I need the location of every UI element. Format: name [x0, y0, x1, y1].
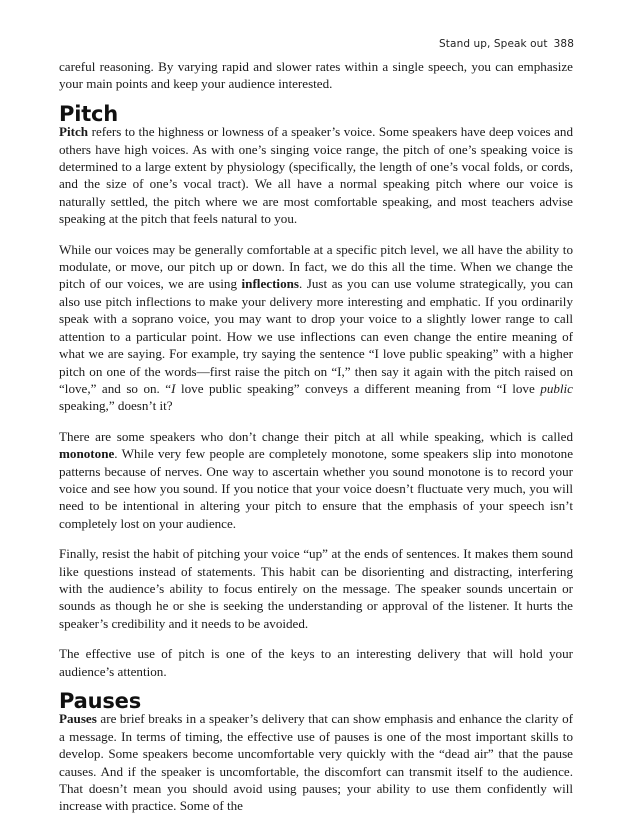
pitch-paragraph-2: [59, 241, 573, 415]
book-title: Stand up, Speak out: [439, 38, 548, 50]
pauses-paragraph-1-text: are brief breaks in a speaker’s delivery that can show emphasis and enhance the clarity of a message. In terms of timing, the effective use of pauses is one of the most important skills to develop. Some speakers become uncomfortable very quickly with the “dead air” that the pause causes. And if the speaker is uncomfortable, the discomfort can transmit itself to the audience. That doesn’t mean you should avoid using pauses; your ability to use them confidently will increase with practice. Some of the: [59, 711, 573, 814]
term-pauses: Pauses: [59, 711, 97, 727]
page-body: [59, 58, 573, 828]
pitch-paragraph-4: Finally, resist the habit of pitching your voice “up” at the ends of sentences. It makes them sound like questions instead of statements. This habit can be disorienting and distracting, interfering with the audience’s ability to focus entirely on the message. The speaker sounds uncertain or sounds as though he or she is seeking the understanding or approval of the listener. It hurts the speaker’s credibility and it needs to be avoided.: [59, 546, 573, 631]
term-monotone: monotone: [59, 446, 115, 462]
section-heading-pauses: Pauses: [59, 689, 141, 713]
term-inflections: inflections: [241, 276, 299, 292]
pitch-paragraph-3: [59, 428, 573, 532]
pitch-paragraph-2-part-a: While our voices may be generally comfortable at a specific pitch level, we all have the ability to modulate, or move, our pitch up or down. In fact, we do this all the time. When we change the pitch of our voices, we are using: [59, 241, 573, 292]
intro-paragraph: careful reasoning. By varying rapid and slower rates within a single speech, you can emphasize your main points and keep your audience interested.: [59, 59, 573, 92]
pitch-paragraph-3-part-b: . While very few people are completely monotone, some speakers slip into monotone patterns because of nerves. One way to ascertain whether you sound monotone is to record your voice and see how you sound. If you notice that your voice doesn’t fluctuate very much, you will need to be intentional in altering your pitch to ensure that the emphasis of your speech isn’t completely lost on your audience.: [59, 446, 573, 531]
pitch-paragraph-2-part-b: . Just as you can use volume strategically, you can also use pitch inflections to make your delivery more interesting and emphatic. If you ordinarily speak with a soprano voice, you may want to drop your voice to a slightly lower range to call attention to a particular point. How we use inflections can even change the entire meaning of what we are saying. For example, try saying the sentence “I love public speaking” with a higher pitch on one of the words—first raise the pitch on “I,” then say it again with the pitch raised on “love,” and so on. “: [59, 276, 573, 396]
pitch-paragraph-1-text: refers to the highness or lowness of a speaker’s voice. Some speakers have deep voices and others have high voices. As with one’s singing voice range, the pitch of one’s speaking voice is determined to a large extent by physiology (specifically, the length of one’s vocal folds, or cords, and the size of one’s vocal tract). We all have a normal speaking pitch where our voice is naturally settled, the pitch where we are most comfortable speaking, and most teachers advise speaking at the pitch that feels natural to you.: [59, 124, 573, 227]
running-header: [439, 38, 574, 50]
term-pitch: Pitch: [59, 124, 89, 140]
section-heading-pitch: Pitch: [59, 101, 119, 126]
pitch-paragraph-5: The effective use of pitch is one of the keys to an interesting delivery that will hold your audience’s attention.: [59, 646, 573, 679]
pitch-paragraph-1: [59, 123, 573, 227]
italic-public: public: [540, 380, 573, 396]
italic-i: I: [171, 380, 176, 396]
pitch-paragraph-2-part-d: speaking,” doesn’t it?: [59, 398, 173, 414]
pauses-paragraph-1: [59, 710, 573, 814]
page-number: 388: [553, 38, 574, 50]
pitch-paragraph-3-part-a: There are some speakers who don’t change their pitch at all while speaking, which is called: [59, 428, 573, 444]
pitch-paragraph-2-part-c: love public speaking” conveys a different meaning from “I love: [175, 380, 541, 396]
